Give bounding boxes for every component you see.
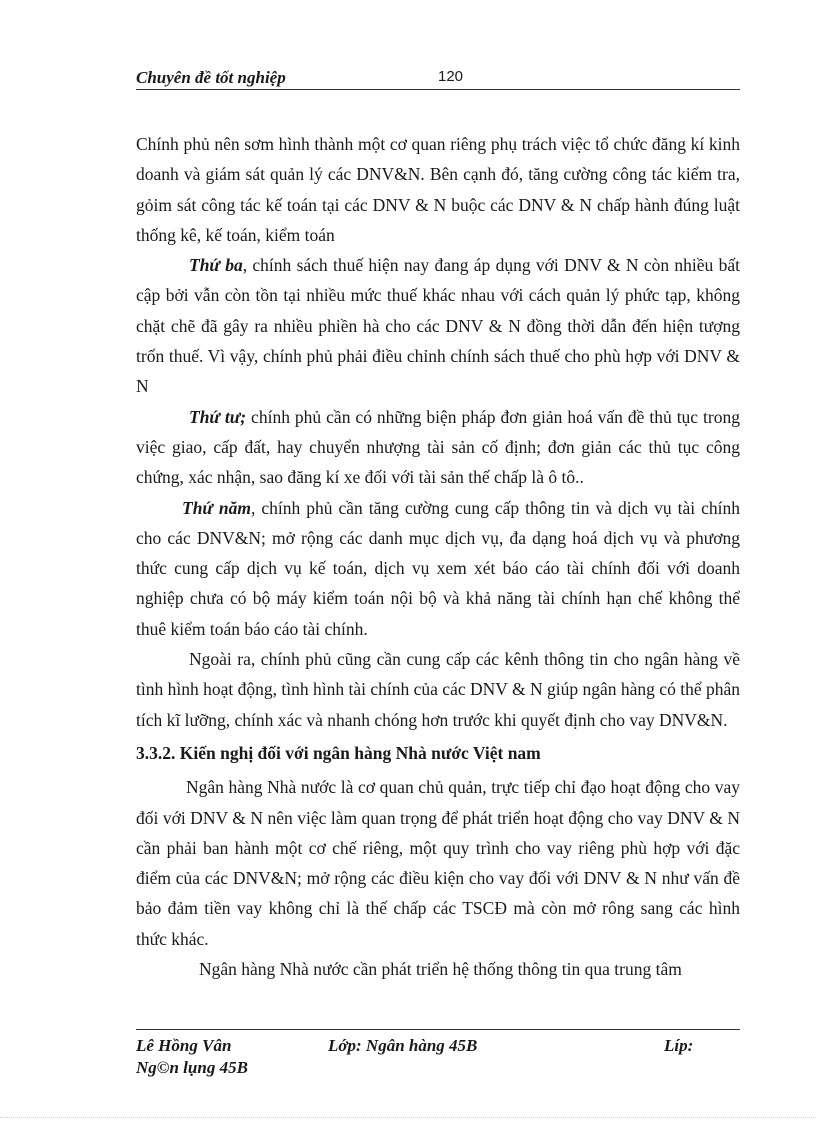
footer-line2: Ng©n lụng 45B xyxy=(136,1058,248,1077)
paragraph-lead: Thứ năm xyxy=(182,497,251,518)
header-rule xyxy=(136,89,740,90)
page-number: 120 xyxy=(438,68,464,85)
footer-author: Lê Hồng Vân xyxy=(136,1036,232,1055)
paragraph-ngan-hang-2: Ngân hàng Nhà nước cần phát triển hệ thống thông tin qua trung tâm xyxy=(199,959,682,980)
page-body xyxy=(136,129,740,984)
section-heading: 3.3.2. Kiến nghị đối với ngân hàng Nhà nước Việt nam xyxy=(136,742,541,763)
paragraph-text: chính phủ cần có những biện pháp đơn giản hoá vấn đề thủ tục trong việc giao, cấp đất, hay chuyển nhượng tài sản cố định; đơn giản các thủ tục công chứng, xác nhận, sao đăng kí xe đối với tài sản thế chấp là ô tô.. xyxy=(136,406,740,488)
paragraph-lead: Thứ ba xyxy=(189,255,243,276)
paragraph-ngoai-ra: Ngoài ra, chính phủ cũng cần cung cấp các kênh thông tin cho ngân hàng về tình hình hoạt động, tình hình tài chính của các DNV & N giúp ngân hàng có thể phân tích kĩ lưỡng, chính xác và nhanh chóng hơn trước khi quyết định cho vay DNV&N. xyxy=(136,649,740,730)
paragraph-lead: Thứ tư; xyxy=(189,406,247,427)
footer-rule xyxy=(136,1029,740,1030)
footer-class: Lớp: Ngân hàng 45B xyxy=(328,1036,478,1055)
paragraph-thu-ba xyxy=(136,250,740,401)
paragraph-text: , chính sách thuế hiện nay đang áp dụng với DNV & N còn nhiều bất cập bởi vẫn còn tồn tại nhiều mức thuế khác nhau với cách quản lý phức tạp, không chặt chẽ đã gây ra nhiều phiền hà cho các DNV & N đồng thời dẫn đến hiện tượng trốn thuế. Vì vậy, chính phủ phải điều chỉnh chính sách thuế cho phù hợp với DNV & N xyxy=(136,255,740,397)
footer-lip: Líp: xyxy=(664,1036,694,1055)
page-bottom-dotted-line xyxy=(0,1117,816,1118)
paragraph-text: , chính phủ cần tăng cường cung cấp thông tin và dịch vụ tài chính cho các DNV&N; mở rộng các danh mục dịch vụ, đa dạng hoá dịch vụ và phương thức cung cấp dịch vụ kế toán, dịch vụ xem xét báo cáo tài chính đối với doanh nghiệp chưa có bộ máy kiểm toán nội bộ và khả năng tài chính hạn chế không thể thuê kiểm toán báo cáo tài chính. xyxy=(136,497,740,639)
paragraph-thu-tu xyxy=(136,402,740,493)
header-title: Chuyên đề tốt nghiệp xyxy=(136,68,286,87)
paragraph-ngan-hang-1: Ngân hàng Nhà nước là cơ quan chủ quản, trực tiếp chỉ đạo hoạt động cho vay đối với DNV & N nên việc làm quan trọng để phát triển hoạt động cho vay DNV & N cần phải ban hành một cơ chế riêng, một quy trình cho vay riêng phù hợp với đặc điểm của các DNV&N; mở rộng các điều kiện cho vay đối với DNV & N như vấn đề bảo đảm tiền vay không chỉ là thế chấp các TSCĐ mà còn mở rông sang các hình thức khác. xyxy=(136,777,740,949)
paragraph-1: Chính phủ nên sơm hình thành một cơ quan riêng phụ trách việc tổ chức đăng kí kinh doanh và giám sát quản lý các DNV&N. Bên cạnh đó, tăng cường công tác kiểm tra, gỏim sát công tác kế toán tại các DNV & N buộc các DNV & N chấp hành đúng luật thống kê, kế toán, kiểm toán xyxy=(136,134,740,245)
page-header xyxy=(136,66,740,90)
paragraph-thu-nam xyxy=(136,493,740,644)
